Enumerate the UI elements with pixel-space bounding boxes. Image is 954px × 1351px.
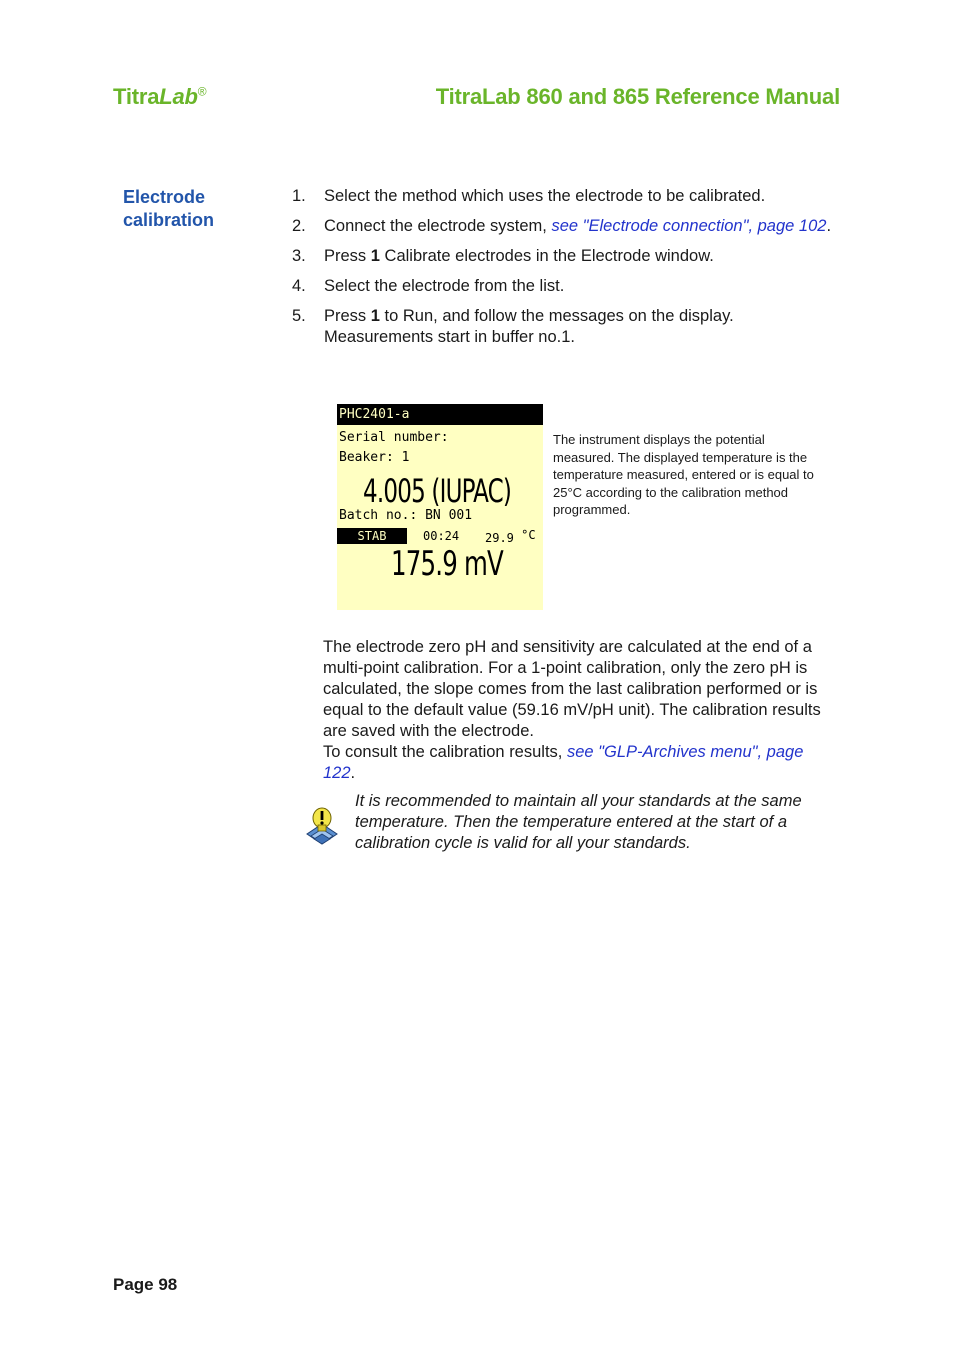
step-text: Press <box>324 247 371 265</box>
manual-title: TitraLab 860 and 865 Reference Manual <box>435 84 840 109</box>
step-text: Connect the electrode system, <box>324 217 552 235</box>
step-1 <box>292 186 837 207</box>
lightbulb-tip-icon <box>306 806 338 850</box>
step-number: 3. <box>292 247 306 265</box>
registered-mark: ® <box>197 84 207 99</box>
step-text-end: Calibrate electrodes in the Electrode window. <box>379 247 714 265</box>
step-4 <box>292 276 837 297</box>
buffer-value: 4.005 (IUPAC) <box>363 472 512 510</box>
stab-status-badge: STAB <box>337 528 407 544</box>
calibration-explanation <box>323 637 838 784</box>
electrode-connection-link[interactable]: see "Electrode connection", page 102 <box>551 217 827 235</box>
serial-number-label: Serial number: <box>339 430 449 445</box>
section-heading-line-1: Electrode <box>123 187 206 207</box>
display-header: PHC2401-a <box>337 404 543 425</box>
consult-text-end: . <box>350 764 356 782</box>
batch-label: Batch no.: BN 001 <box>339 508 473 523</box>
step-text-end: . <box>826 217 832 235</box>
page-number: Page 98 <box>113 1275 178 1294</box>
step-text-end: to Run, and follow the messages on the display. Measurements start in buffer no.1. <box>324 307 734 346</box>
section-heading-line-2: calibration <box>123 210 215 230</box>
display-caption: The instrument displays the potential measured. The displayed temperature is the temperature measured, entered or is equal to 25°C according to the calibration method programmed. <box>553 432 814 517</box>
calibration-steps <box>292 186 837 357</box>
step-text: Press <box>324 307 371 325</box>
key-1: 1 <box>370 247 380 265</box>
step-5 <box>292 306 837 348</box>
beaker-label: Beaker: 1 <box>339 450 410 465</box>
step-number: 2. <box>292 217 306 235</box>
brand-logo <box>113 84 206 110</box>
glp-archives-link[interactable]: see "GLP-Archives menu", page 122 <box>323 743 804 782</box>
step-2 <box>292 216 837 237</box>
section-heading <box>123 186 273 232</box>
step-number: 1. <box>292 187 306 205</box>
explanation-text: The electrode zero pH and sensitivity are calculated at the end of a multi-point calibration. For a 1-point calibration, only the zero pH is calculated, the slope comes from the last calibration performed or is equal to the default value (59.16 mV/pH unit). The calibration results are saved with the electrode. <box>323 638 821 740</box>
step-number: 4. <box>292 277 306 295</box>
key-1: 1 <box>370 307 380 325</box>
step-text: Select the method which uses the electrode to be calibrated. <box>324 187 766 205</box>
temperature-unit: °C <box>521 528 536 542</box>
tip-note: It is recommended to maintain all your standards at the same temperature. Then the temperature entered at the start of a calibration cycle is valid for all your standards. <box>355 792 802 852</box>
step-3 <box>292 246 837 267</box>
instrument-display <box>337 404 543 610</box>
step-text: Select the electrode from the list. <box>324 277 565 295</box>
step-number: 5. <box>292 307 306 325</box>
consult-text: To consult the calibration results, <box>323 743 567 761</box>
temperature-value: 29.9 <box>485 531 514 545</box>
brand-prefix: Titra <box>113 84 160 109</box>
elapsed-time: 00:24 <box>423 529 460 543</box>
brand-suffix: Lab <box>159 84 198 109</box>
potential-readout: 175.9 mV <box>391 544 503 584</box>
